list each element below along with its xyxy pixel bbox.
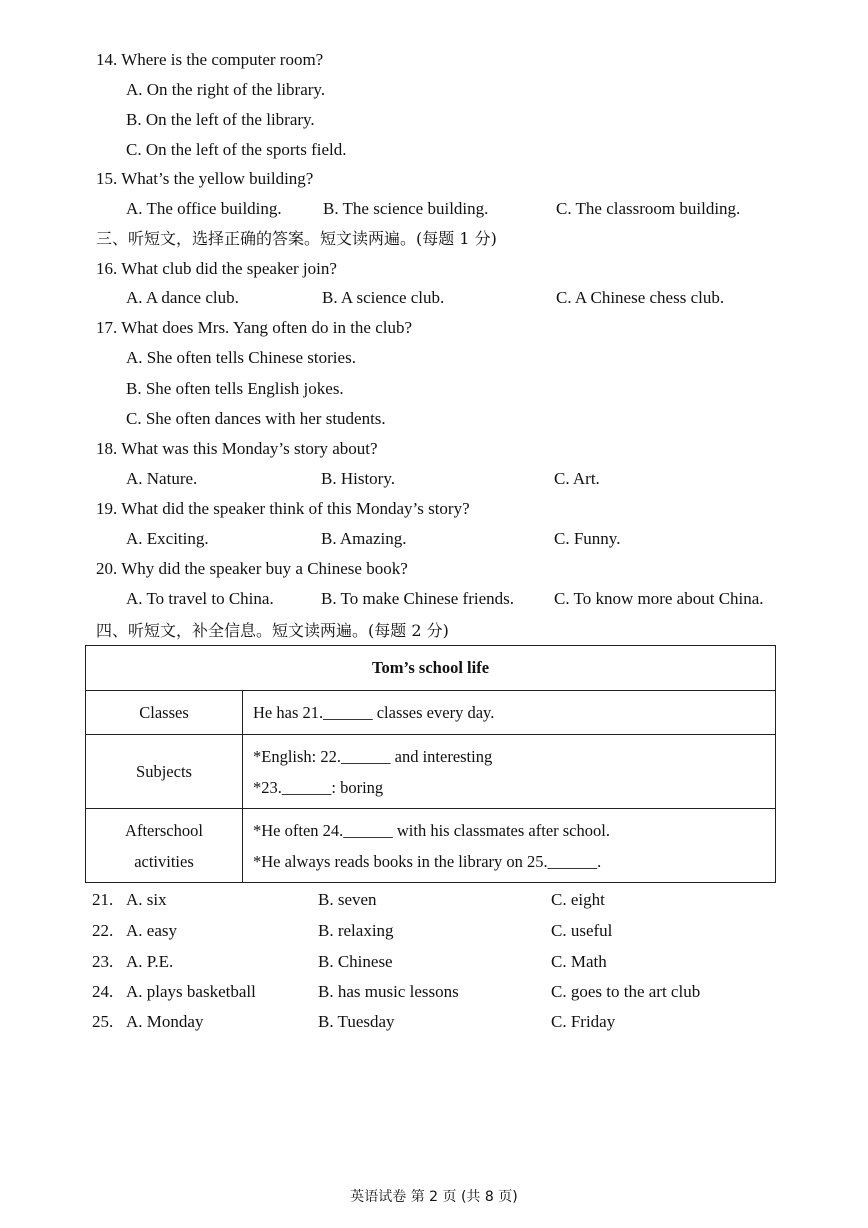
question-16-stem: 16. What club did the speaker join? [96, 259, 337, 278]
table-title: Tom’s school life [86, 646, 776, 691]
option-22-a: A. easy [126, 921, 177, 940]
option-25-c: C. Friday [551, 1012, 616, 1031]
question-14-stem: 14. Where is the computer room? [96, 50, 324, 69]
question-17-option-b: B. She often tells English jokes. [126, 379, 344, 398]
option-22-b: B. relaxing [318, 921, 394, 940]
option-25-a: A. Monday [126, 1012, 204, 1031]
option-25-num: 25. [92, 1012, 114, 1031]
question-15-option-b: B. The science building. [323, 199, 489, 218]
option-23-c: C. Math [551, 952, 607, 971]
question-14-option-c: C. On the left of the sports field. [126, 140, 347, 159]
question-17-option-c: C. She often dances with her students. [126, 409, 386, 428]
option-21-num: 21. [92, 890, 114, 909]
option-22-c: C. useful [551, 921, 613, 940]
question-19-option-a: A. Exciting. [126, 529, 209, 548]
question-16-option-c: C. A Chinese chess club. [556, 288, 725, 307]
activities-label-2: activities [134, 851, 194, 871]
question-18-option-b: B. History. [321, 469, 395, 488]
row-label-classes: Classes [86, 691, 243, 735]
question-19-option-b: B. Amazing. [321, 529, 407, 548]
option-21-a: A. six [126, 890, 167, 909]
question-15-option-a: A. The office building. [126, 199, 282, 218]
row-label-activities [86, 809, 243, 883]
question-14-option-b: B. On the left of the library. [126, 110, 315, 129]
activities-line-2: *He always reads books in the library on 25.______. [253, 851, 602, 871]
question-14-option-a: A. On the right of the library. [126, 80, 326, 99]
option-23-b: B. Chinese [318, 952, 393, 971]
option-23-num: 23. [92, 952, 114, 971]
question-20-stem: 20. Why did the speaker buy a Chinese book? [96, 559, 408, 578]
option-21-b: B. seven [318, 890, 377, 909]
subjects-line-1: *English: 22.______ and interesting [253, 746, 493, 766]
option-23-a: A. P.E. [126, 952, 174, 971]
option-24-a: A. plays basketball [126, 982, 256, 1001]
question-15-stem: 15. What’s the yellow building? [96, 169, 314, 188]
row-content-activities [243, 809, 776, 883]
option-22-num: 22. [92, 921, 114, 940]
question-19-stem: 19. What did the speaker think of this Monday’s story? [96, 499, 470, 518]
activities-label-1: Afterschool [125, 820, 203, 840]
section-four-heading: 四、听短文，补全信息。短文读两遍。(每题 2 分) [96, 621, 449, 640]
question-17-stem: 17. What does Mrs. Yang often do in the club? [96, 318, 413, 337]
option-24-b: B. has music lessons [318, 982, 459, 1001]
question-17-option-a: A. She often tells Chinese stories. [126, 348, 356, 367]
activities-line-1: *He often 24.______ with his classmates after school. [253, 820, 610, 840]
option-24-c: C. goes to the art club [551, 982, 701, 1001]
question-18-option-c: C. Art. [554, 469, 600, 488]
subjects-line-2: *23.______: boring [253, 777, 384, 797]
question-20-option-a: A. To travel to China. [126, 589, 274, 608]
question-20-option-b: B. To make Chinese friends. [321, 589, 515, 608]
option-24-num: 24. [92, 982, 114, 1001]
question-19-option-c: C. Funny. [554, 529, 621, 548]
section-three-heading: 三、听短文，选择正确的答案。短文读两遍。(每题 1 分) [96, 229, 497, 248]
option-21-c: C. eight [551, 890, 605, 909]
question-18-option-a: A. Nature. [126, 469, 198, 488]
page-footer: 英语试卷 第 2 页 (共 8 页) [350, 1189, 518, 1205]
question-16-option-a: A. A dance club. [126, 288, 239, 307]
classes-line: He has 21.______ classes every day. [253, 703, 495, 722]
question-18-stem: 18. What was this Monday’s story about? [96, 439, 378, 458]
question-16-option-b: B. A science club. [322, 288, 445, 307]
question-20-option-c: C. To know more about China. [554, 589, 764, 608]
school-life-table [85, 645, 776, 883]
row-content-subjects [243, 735, 776, 809]
row-label-subjects: Subjects [86, 735, 243, 809]
question-15-option-c: C. The classroom building. [556, 199, 741, 218]
row-content-classes [243, 691, 776, 735]
option-25-b: B. Tuesday [318, 1012, 395, 1031]
